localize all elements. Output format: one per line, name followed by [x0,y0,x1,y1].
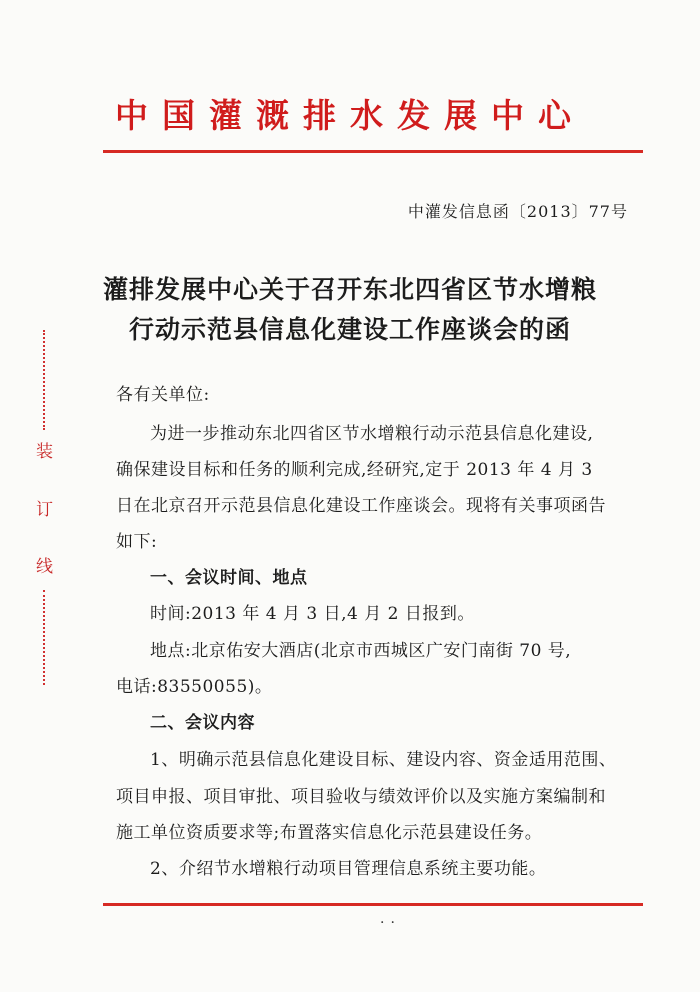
meeting-place-line-1: 地点:北京佑安大酒店(北京市西城区广安门南街 70 号, [150,641,572,661]
content-item-1-line-2: 项目申报、项目审批、项目验收与绩效评价以及实施方案编制和 [116,787,606,807]
intro-line-4: 如下: [116,532,158,552]
document-title-line-1: 灌排发展中心关于召开东北四省区节水增粮 [102,275,597,304]
binding-char-ding: 订 [36,500,53,520]
binding-dotted-line-bottom [43,590,45,685]
intro-line-3: 日在北京召开示范县信息化建设工作座谈会。现将有关事项函告 [116,496,606,516]
binding-char-zhuang: 装 [36,442,53,462]
content-item-1-line-3: 施工单位资质要求等;布置落实信息化示范县建设任务。 [116,823,543,843]
binding-char-xian: 线 [36,557,53,577]
intro-line-1: 为进一步推动东北四省区节水增粮行动示范县信息化建设, [150,424,594,444]
footer-red-rule [103,903,643,906]
section-2-heading: 二、会议内容 [150,713,255,733]
document-number: 中灌发信息函〔2013〕77号 [407,202,628,221]
salutation: 各有关单位: [116,385,210,405]
letterhead-red-rule [103,150,643,153]
content-item-1-line-1: 1、明确示范县信息化建设目标、建设内容、资金适用范围、 [150,750,617,770]
meeting-place-line-2: 电话:83550055)。 [116,677,273,697]
letterhead-org-name: 中国灌溉排水发展中心 [115,96,585,135]
page-marker: ·· [380,915,401,931]
document-title-line-2: 行动示范县信息化建设工作座谈会的函 [128,315,571,344]
content-item-2: 2、介绍节水增粮行动项目管理信息系统主要功能。 [150,859,547,879]
meeting-time: 时间:2013 年 4 月 3 日,4 月 2 日报到。 [150,604,475,624]
intro-line-2: 确保建设目标和任务的顺利完成,经研究,定于 2013 年 4 月 3 [116,460,593,480]
section-1-heading: 一、会议时间、地点 [150,568,308,588]
binding-dotted-line-top [43,330,45,430]
